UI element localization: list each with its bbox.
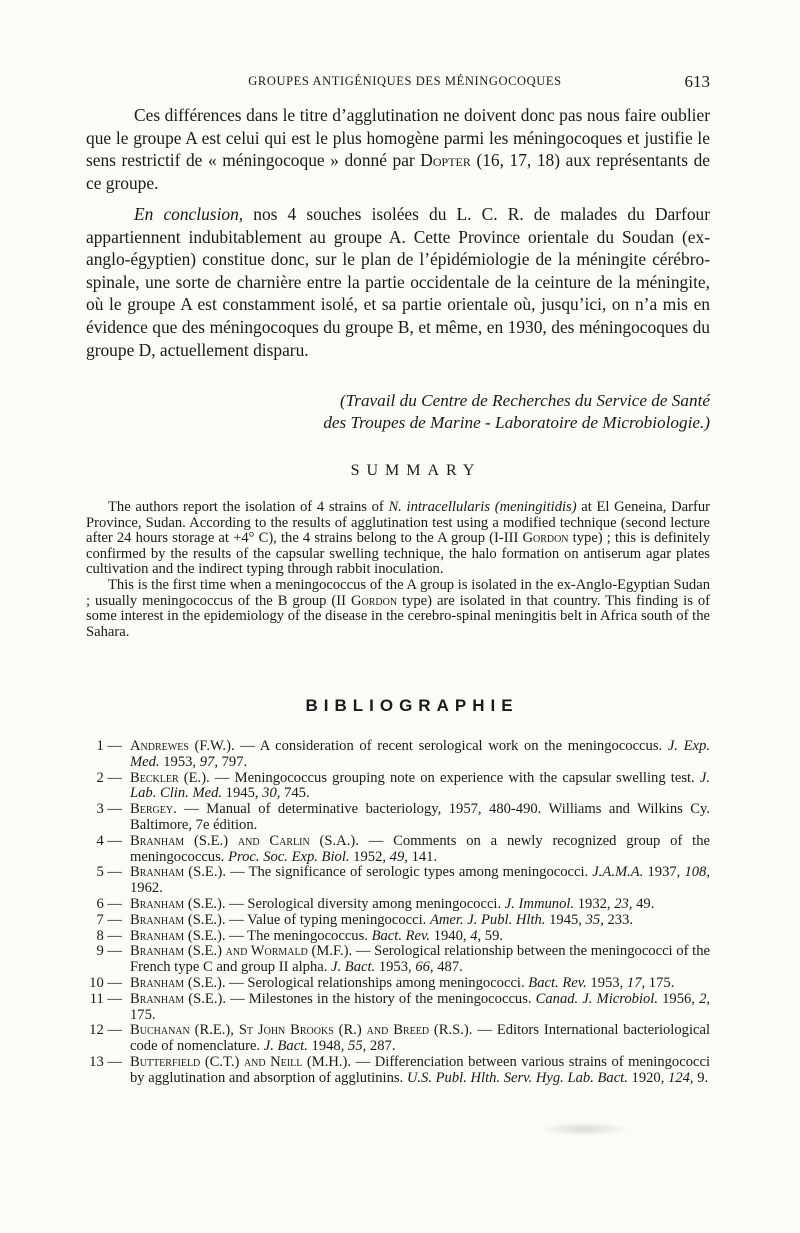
reference-journal: J. Bact. xyxy=(263,1038,308,1055)
reference-title: — Editors International bacteriological code of nomenclature. xyxy=(130,1022,711,1055)
reference-year: 1956, xyxy=(658,990,700,1007)
reference-journal: Bact. Rev. xyxy=(371,927,431,944)
reference-title: — The meningococcus. xyxy=(225,927,372,944)
reference-title: — Differenciation between various strains of meningococci by agglutination and absorption of agglutinins. xyxy=(130,1053,710,1086)
reference-pages: 141. xyxy=(407,848,438,865)
reference-year: 1948, xyxy=(307,1038,349,1055)
page-number: 613 xyxy=(684,72,710,91)
reference-volume: 49, xyxy=(389,848,408,865)
reference-pages: 287. xyxy=(366,1038,396,1055)
reference-title: — Meningococcus grouping note on experience with the capsular swelling test. xyxy=(209,769,700,786)
reference-item xyxy=(86,976,710,992)
reference-title: — Serological relationships among meningococci. xyxy=(225,974,529,991)
reference-volume: 55, xyxy=(348,1038,367,1055)
reference-item xyxy=(86,802,710,834)
reference-year: 1953, xyxy=(375,959,416,976)
reference-item xyxy=(86,992,710,1024)
reference-list xyxy=(86,739,710,1087)
page-header xyxy=(100,72,710,94)
reference-title: — Serological diversity among meningococci. xyxy=(225,895,505,912)
reference-pages: 175. xyxy=(645,974,675,991)
reference-volume: 23, xyxy=(614,895,633,912)
summary-heading: SUMMARY xyxy=(350,462,482,479)
reference-number: 12 — xyxy=(89,1022,122,1039)
reference-year: 1945, xyxy=(222,785,263,802)
reference-author: Andrewes (F.W.). xyxy=(130,738,235,754)
summary-paragraph-2: This is the first time when a meningococcus of the A group is isolated in the ex-Anglo-Egyptian Sudan ; usually meningococcus of the B group (II Gordon type) are isolated in that country. This finding is of some interest in the epidemiology of the disease in the cerebro-spinal meningitis belt in Africa south of the Sahara. xyxy=(86,576,711,640)
reference-item xyxy=(86,897,710,913)
reference-number: 5 — xyxy=(96,864,122,881)
reference-author: Branham (S.E.). xyxy=(130,974,226,991)
reference-volume: 35, xyxy=(585,911,604,928)
reference-author: Branham (S.E.). xyxy=(130,895,226,912)
reference-pages: 175. xyxy=(130,1006,156,1023)
reference-volume: 124, xyxy=(668,1069,694,1086)
reference-pages: 487. xyxy=(433,959,463,976)
reference-title: — Serological relationship between the meningococci of the French type C and group II alpha. xyxy=(130,943,710,976)
reference-number: 13 — xyxy=(89,1053,122,1070)
reference-author: Bergey. xyxy=(130,801,177,818)
reference-number: 4 — xyxy=(96,832,122,849)
reference-author: Butterfield (C.T.) and Neill (M.H.). xyxy=(130,1053,352,1070)
reference-number: 10 — xyxy=(89,974,122,991)
reference-number: 9 — xyxy=(96,943,122,960)
reference-year: 1940, xyxy=(430,927,471,944)
reference-volume: 66, xyxy=(415,959,434,976)
reference-number: 11 — xyxy=(89,990,122,1007)
reference-number: 7 — xyxy=(96,911,122,928)
reference-year: 1932, xyxy=(574,895,615,912)
conclusion-paragraph: En conclusion, nos 4 souches isolées du L. C. R. de malades du Darfour appartiennent indubitablement au groupe A. Cette Province orientale du Soudan (ex-anglo-égyptien) constitue donc, sur le plan de l’épidémiologie de la méningite cérébro-spinale, une sorte de charnière entre la partie occidentale de la ceinture de la méningite, où le groupe A est constamment isolé, et sa partie orientale où, jusqu’ici, on n’a mis en évidence que des méningocoques du groupe B, et même, en 1930, des méningocoques du groupe D, actuellement disparu. xyxy=(86,204,710,360)
reference-number: 1 — xyxy=(96,738,122,754)
reference-item xyxy=(86,865,710,897)
bibliography-heading: BIBLIOGRAPHIE xyxy=(305,696,519,715)
reference-pages: 797. xyxy=(217,753,248,770)
reference-volume: 97, xyxy=(199,753,218,770)
reference-journal: Bact. Rev. xyxy=(528,974,587,991)
reference-volume: 4, xyxy=(470,927,482,944)
reference-item xyxy=(86,1023,710,1055)
print-smudge xyxy=(540,1122,630,1136)
reference-author: Buchanan (R.E.), St John Brooks (R.) and Breed (R.S.). xyxy=(130,1022,473,1039)
reference-item xyxy=(86,929,710,945)
reference-journal: J. Exp. Med. xyxy=(130,738,710,770)
running-title: GROUPES ANTIGÉNIQUES DES MÉNINGOCOQUES xyxy=(248,74,562,88)
reference-volume: 108, xyxy=(684,864,710,881)
reference-journal: Amer. J. Publ. Hlth. xyxy=(429,911,546,928)
reference-year: 1937, xyxy=(643,864,685,881)
reference-author: Beckler (E.). xyxy=(130,769,210,786)
conclusion-lead: En conclusion, xyxy=(134,204,244,224)
body-paragraph-1: Ces différences dans le titre d’agglutination ne doivent donc pas nous faire oublier que le groupe A est celui qui est le plus homogène parmi les méningocoques et justifie le sens restrictif de « méningocoque » donné par Dopter (16, 17, 18) aux représentants de ce groupe. xyxy=(86,105,710,193)
reference-title: — The significance of serologic types among meningococci. xyxy=(226,864,593,881)
reference-item xyxy=(86,771,710,803)
reference-number: 2 — xyxy=(96,769,122,786)
reference-author: Branham (S.E.) and Carlin (S.A.). xyxy=(130,832,359,849)
reference-pages: 745. xyxy=(280,785,310,802)
reference-author: Branham (S.E.). xyxy=(130,927,226,944)
reference-pages: 233. xyxy=(603,911,634,928)
reference-item xyxy=(86,834,710,866)
reference-item xyxy=(86,944,710,976)
reference-author: Branham (S.E.). xyxy=(130,990,226,1007)
reference-number: 6 — xyxy=(96,895,122,912)
reference-volume: 17, xyxy=(626,974,646,991)
reference-number: 8 — xyxy=(96,927,122,944)
summary-section xyxy=(86,500,710,640)
reference-number: 3 — xyxy=(96,801,122,818)
reference-pages: 9. xyxy=(693,1069,709,1086)
reference-pages: 59. xyxy=(481,927,504,944)
reference-year: 1920, xyxy=(627,1069,669,1086)
reference-title: — Manual of determinative bacteriology, 1957, 480-490. Williams and Wilkins Cy. Baltimore, 7e édition. xyxy=(130,801,710,833)
reference-year: 1953, xyxy=(159,753,200,770)
reference-title: — Comments on a newly recognized group of the meningococcus. xyxy=(130,832,710,865)
reference-journal: J. Bact. xyxy=(331,959,376,976)
reference-author: Branham (S.E.). xyxy=(130,911,226,928)
reference-journal: Proc. Soc. Exp. Biol. xyxy=(228,848,350,865)
reference-pages: 1962. xyxy=(130,880,163,897)
reference-pages: 49. xyxy=(632,895,655,912)
reference-year: 1952, xyxy=(349,848,390,865)
reference-author: Branham (S.E.). xyxy=(130,864,226,881)
reference-volume: 30, xyxy=(262,785,281,802)
reference-volume: 2, xyxy=(699,990,711,1007)
reference-year: 1953, xyxy=(586,974,627,991)
reference-item xyxy=(86,1055,710,1087)
reference-item xyxy=(86,913,710,929)
reference-title: — Milestones in the history of the meningococcus. xyxy=(225,990,536,1007)
reference-year: 1945, xyxy=(545,911,586,928)
reference-title: — Value of typing meningococci. xyxy=(225,911,430,928)
author-name: Dopter xyxy=(420,150,471,171)
lab-credit: (Travail du Centre de Recherches du Service de Santé des Troupes de Marine - Laboratoire de Microbiologie.) xyxy=(323,391,710,432)
reference-title: — A consideration of recent serological work on the meningococcus. xyxy=(234,738,668,754)
reference-journal: J. Immunol. xyxy=(504,895,575,912)
reference-author: Branham (S.E.) and Wormald (M.F.). xyxy=(130,943,353,960)
reference-journal: U.S. Publ. Hlth. Serv. Hyg. Lab. Bact. xyxy=(406,1069,628,1086)
reference-journal: J. Lab. Clin. Med. xyxy=(130,769,710,802)
summary-paragraph-1: The authors report the isolation of 4 strains of N. intracellularis (meningitidis) at El Geneina, Darfur Province, Sudan. According to the results of agglutination test using a modified technique (second lecture after 24 hours storage at +4° C), the 4 strains belong to the A group (I-III Gordon type) ; this is definitely confirmed by the results of the capsular swelling technique, the halo formation on antiserum agar plates cultivation and the indirect typing through rabbit inoculation. xyxy=(86,499,710,578)
reference-journal: J.A.M.A. xyxy=(592,864,644,881)
reference-journal: Canad. J. Microbiol. xyxy=(535,990,659,1007)
reference-item xyxy=(86,739,710,771)
